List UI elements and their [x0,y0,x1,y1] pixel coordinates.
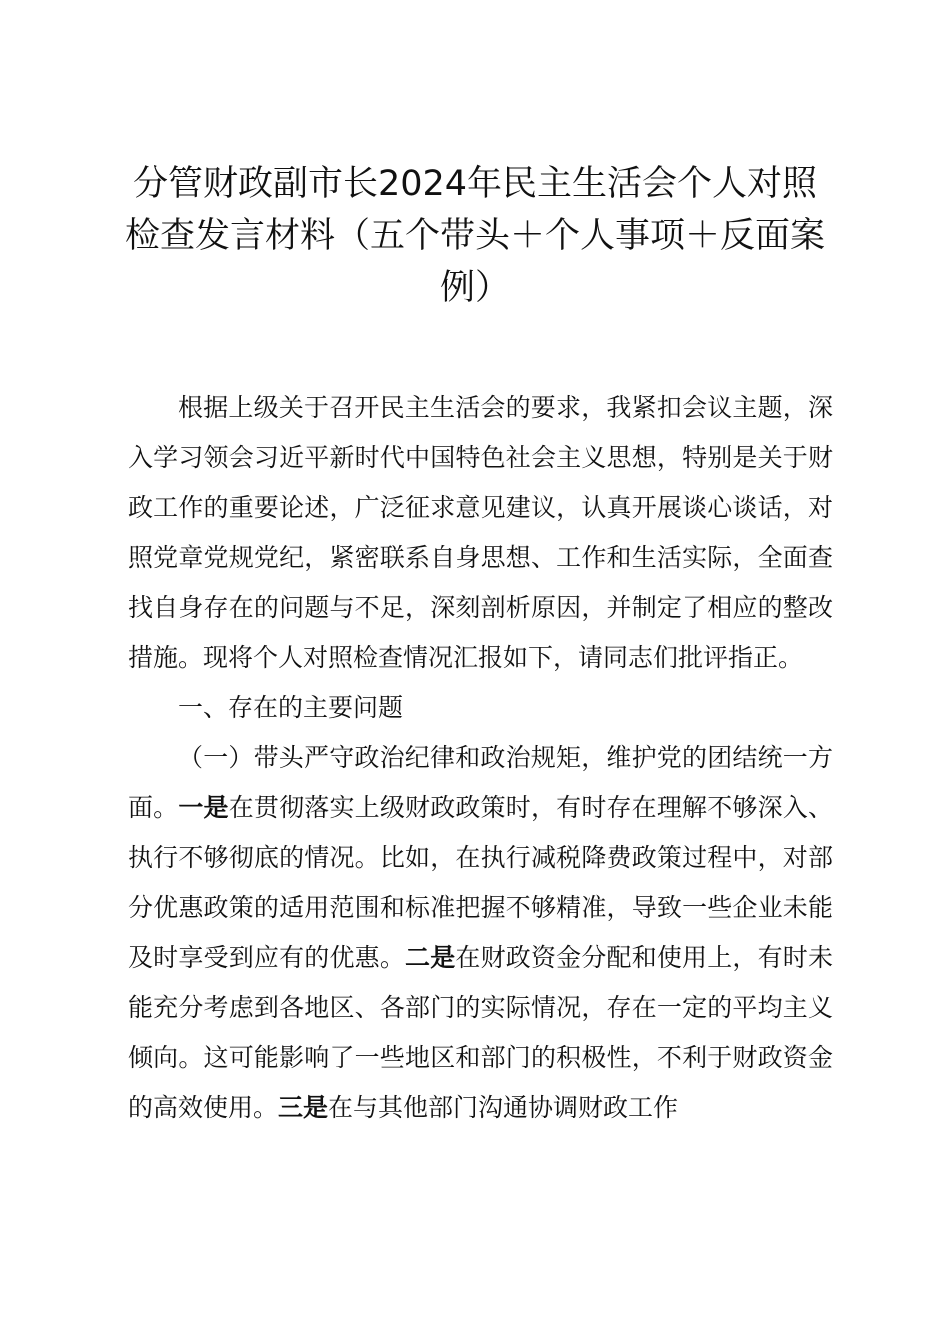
point-1-text: 在贯彻落实上级财政政策时，有时存在理解不够深入、执行不够彻底的情况。比如，在执行减税降费政策过程中，对部分优惠政策的适用范围和标准把握不够精准，导致一些企业未能及时享受到应有的优惠。 [128,793,833,972]
point-3-label: 三是 [278,1093,329,1122]
section-heading: 一、存在的主要问题 [178,693,404,722]
point-2-text: 在财政资金分配和使用上，有时未能充分考虑到各地区、各部门的实际情况，存在一定的平均主义倾向。这可能影响了一些地区和部门的积极性，不利于财政资金的高效使用。 [128,943,833,1122]
point-1-label: 一是 [178,793,229,822]
point-2-label: 二是 [405,943,456,972]
title-line-3: 例） [439,268,510,308]
title-line-2: 检查发言材料（五个带头＋个人事项＋反面案 [124,216,825,256]
intro-paragraph: 根据上级关于召开民主生活会的要求，我紧扣会议主题，深入学习领会习近平新时代中国特色社会主义思想，特别是关于财政工作的重要论述，广泛征求意见建议，认真开展谈心谈话，对照党章党规党纪，紧密联系自身思想、工作和生活实际，全面查找自身存在的问题与不足，深刻剖析原因，并制定了相应的整改措施。现将个人对照检查情况汇报如下，请同志们批评指正。 [128,393,833,672]
subsection-lead: （一）带头严守政治纪律和政治规矩，维护党的团结统一方面。 [128,743,833,822]
document-body [128,383,833,1133]
document-title [115,158,835,314]
title-line-1: 分管财政副市长2024年民主生活会个人对照 [132,164,818,204]
subsection-paragraph [128,733,833,1133]
point-3-text: 在与其他部门沟通协调财政工作 [328,1093,679,1122]
